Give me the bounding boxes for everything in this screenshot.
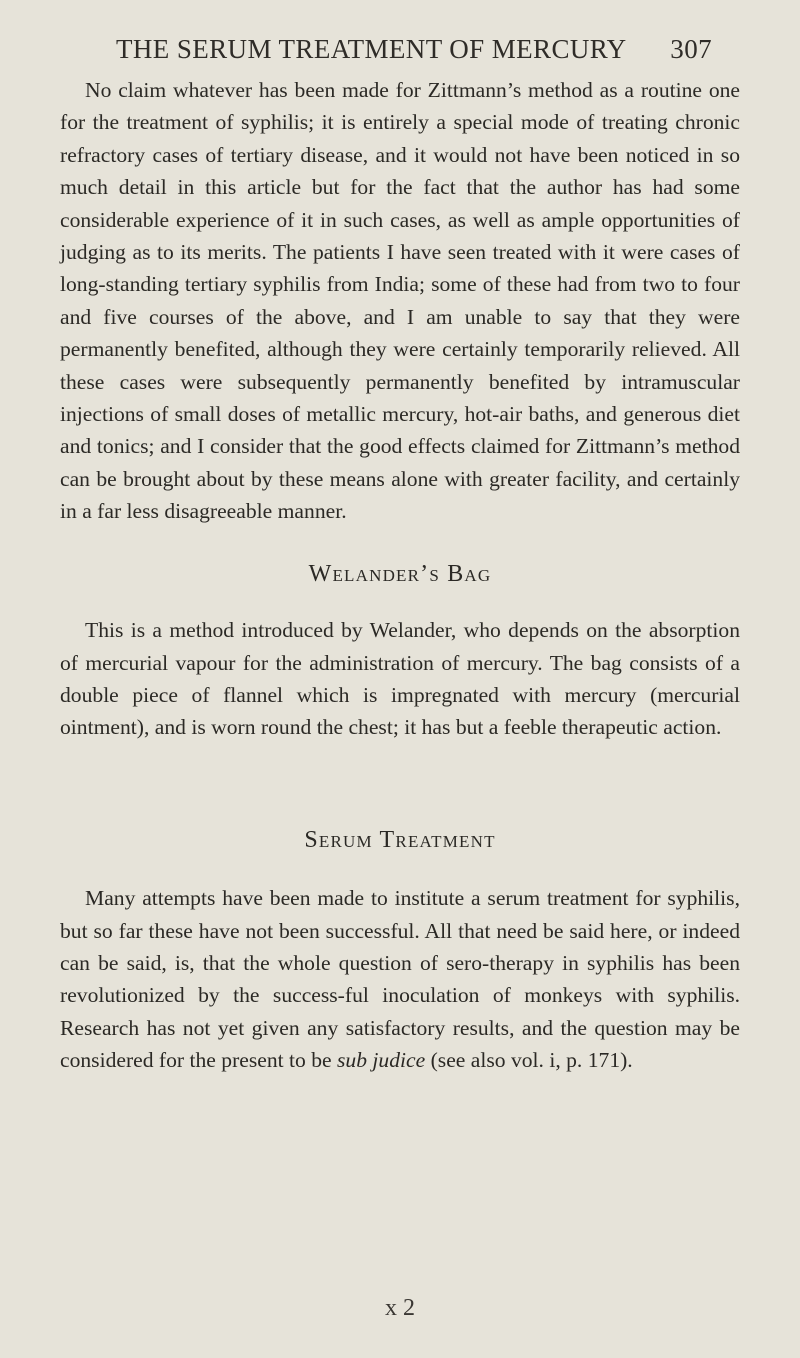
paragraph-welander: This is a method introduced by Welander, who depends on the absorption of mercurial vapour for the administration of mercury. The bag consists of a double piece of flannel which is impregnated with mercury (mercurial ointment), and is worn round the chest; it has but a feeble therapeutic action. (60, 618, 740, 740)
running-head-title: THE SERUM TREATMENT OF MERCURY (116, 34, 627, 64)
paragraph-serum (60, 882, 740, 1076)
section-heading-welanders-bag: Welander’s Bag (308, 560, 492, 587)
signature-mark: x 2 (385, 1295, 415, 1321)
paragraph-serum-text: Many attempts have been made to institute a serum treatment for syphilis, but so far these have not been successful. All that need be said here, or indeed can be said, is, that the whole question of sero-therapy in syphilis has been revolutionized by the success-ful inoculation of monkeys with syphilis. Research has not yet given any satisfactory results, and the question may be considered for the present to be (60, 886, 740, 1073)
page-number: 307 (670, 34, 712, 64)
sub-judice-italic: sub judice (337, 1048, 426, 1073)
section-heading-serum-treatment: Serum Treatment (304, 826, 496, 853)
paragraph-serum-end: (see also vol. i, p. 171). (425, 1048, 633, 1073)
paragraph-zittmann: No claim whatever has been made for Zittmann’s method as a routine one for the treatment of syphilis; it is entirely a special mode of treating chronic refractory cases of tertiary disease, and it would not have been noticed in so much detail in this article but for the fact that the author has had some considerable experience of it in such cases, as well as ample opportunities of judging as to its merits. The patients I have seen treated with it were cases of long-standing tertiary syphilis from India; some of these had from two to four and five courses of the above, and I am unable to say that they were permanently benefited, although they were certainly temporarily relieved. All these cases were subsequently permanently benefited by intramuscular injections of small doses of metallic mercury, hot-air baths, and generous diet and tonics; and I consider that the good effects claimed for Zittmann’s method can be brought about by these means alone with greater facility, and certainly in a far less disagreeable manner. (60, 78, 740, 524)
body-text (60, 74, 740, 1077)
running-head (116, 30, 712, 70)
